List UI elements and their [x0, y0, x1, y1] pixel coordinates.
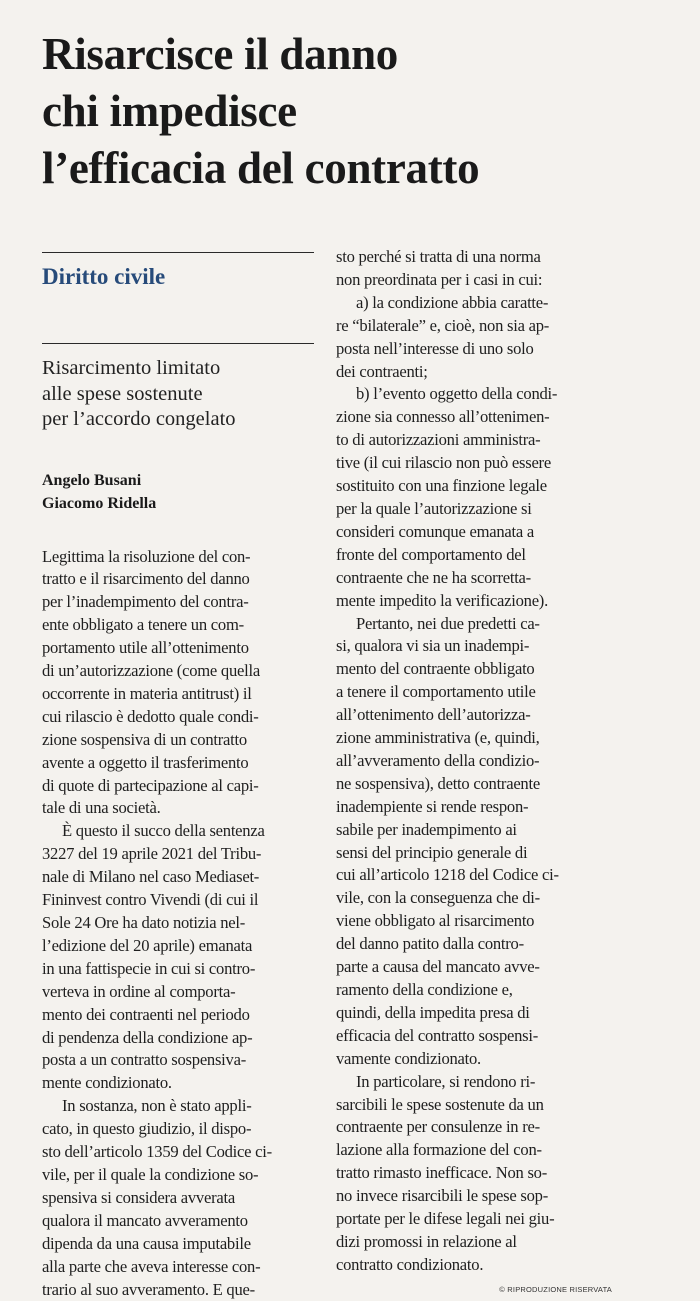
text-line: parte a causa del mancato avve-	[336, 956, 612, 979]
section-divider-bottom	[42, 343, 314, 344]
text-line: contratto condizionato.	[336, 1254, 612, 1277]
text-line: Pertanto, nei due predetti ca-	[336, 613, 612, 636]
text-line: In sostanza, non è stato appli-	[42, 1095, 314, 1118]
text-line: dizi promossi in relazione al	[336, 1231, 612, 1254]
subtitle	[42, 356, 314, 433]
text-line: posta a un contratto sospensiva-	[42, 1049, 314, 1072]
text-line: mente condizionato.	[42, 1072, 314, 1095]
text-line: consideri comunque emanata a	[336, 521, 612, 544]
text-line: no invece risarcibili le spese sop-	[336, 1185, 612, 1208]
text-line: ramento della condizione e,	[336, 979, 612, 1002]
headline	[42, 26, 682, 197]
text-line: Fininvest contro Vivendi (di cui il	[42, 889, 314, 912]
left-column	[42, 252, 314, 1301]
text-line: a) la condizione abbia caratte-	[336, 292, 612, 315]
article-body-left	[42, 546, 314, 1301]
text-line: non preordinata per i casi in cui:	[336, 269, 612, 292]
text-line: lazione alla formazione del con-	[336, 1139, 612, 1162]
text-line: quindi, della impedita presa di	[336, 1002, 612, 1025]
author-name: Angelo Busani	[42, 469, 314, 492]
headline-line-2: chi impedisce	[42, 83, 682, 140]
text-line: l’edizione del 20 aprile) emanata	[42, 935, 314, 958]
text-line: qualora il mancato avveramento	[42, 1210, 314, 1233]
text-line: sensi del principio generale di	[336, 842, 612, 865]
section-label: Diritto civile	[42, 263, 314, 291]
text-line: mento dei contraenti nel periodo	[42, 1004, 314, 1027]
text-line: portate per le difese legali nei giu-	[336, 1208, 612, 1231]
text-line: sostituito con una finzione legale	[336, 475, 612, 498]
text-line: all’ottenimento dell’autorizza-	[336, 704, 612, 727]
text-line: in una fattispecie in cui si contro-	[42, 958, 314, 981]
text-line: efficacia del contratto sospensi-	[336, 1025, 612, 1048]
text-line: posta nell’interesse di uno solo	[336, 338, 612, 361]
text-line: verteva in ordine al comporta-	[42, 981, 314, 1004]
text-line: vile, con la conseguenza che di-	[336, 887, 612, 910]
text-line: trario al suo avveramento. E que-	[42, 1279, 314, 1301]
text-line: to di autorizzazioni amministra-	[336, 429, 612, 452]
text-line: per la quale l’autorizzazione si	[336, 498, 612, 521]
text-line: sarcibili le spese sostenute da un	[336, 1094, 612, 1117]
text-line: spensiva si considera avverata	[42, 1187, 314, 1210]
text-line: portamento utile all’ottenimento	[42, 637, 314, 660]
text-line: re “bilaterale” e, cioè, non sia ap-	[336, 315, 612, 338]
text-line: mento del contraente obbligato	[336, 658, 612, 681]
text-line: nale di Milano nel caso Mediaset-	[42, 866, 314, 889]
text-line: zione sospensiva di un contratto	[42, 729, 314, 752]
subtitle-line-2: alle spese sostenute	[42, 382, 314, 408]
text-line: cato, in questo giudizio, il dispo-	[42, 1118, 314, 1141]
text-line: Sole 24 Ore ha dato notizia nel-	[42, 912, 314, 935]
text-line: viene obbligato al risarcimento	[336, 910, 612, 933]
text-line: mente impedito la verificazione).	[336, 590, 612, 613]
text-line: avente a oggetto il trasferimento	[42, 752, 314, 775]
text-line: dei contraenti;	[336, 361, 612, 384]
text-line: sto perché si tratta di una norma	[336, 246, 612, 269]
text-line: È questo il succo della sentenza	[42, 820, 314, 843]
text-line: zione sia connesso all’ottenimen-	[336, 406, 612, 429]
text-line: b) l’evento oggetto della condi-	[336, 383, 612, 406]
text-line: fronte del comportamento del	[336, 544, 612, 567]
text-line: Legittima la risoluzione del con-	[42, 546, 314, 569]
byline	[42, 469, 314, 515]
text-line: a tenere il comportamento utile	[336, 681, 612, 704]
article-body-right	[336, 246, 612, 1277]
text-line: sabile per inadempimento ai	[336, 819, 612, 842]
text-line: del danno patito dalla contro-	[336, 933, 612, 956]
text-line: di pendenza della condizione ap-	[42, 1027, 314, 1050]
text-line: per l’inadempimento del contra-	[42, 591, 314, 614]
right-column	[336, 246, 612, 1294]
text-line: 3227 del 19 aprile 2021 del Tribu-	[42, 843, 314, 866]
text-line: tratto e il risarcimento del danno	[42, 568, 314, 591]
text-line: dipenda da una causa imputabile	[42, 1233, 314, 1256]
text-line: di quote di partecipazione al capi-	[42, 775, 314, 798]
headline-line-3: l’efficacia del contratto	[42, 140, 682, 197]
text-line: si, qualora vi sia un inadempi-	[336, 635, 612, 658]
text-line: tive (il cui rilascio non può essere	[336, 452, 612, 475]
text-line: tratto rimasto inefficace. Non so-	[336, 1162, 612, 1185]
subtitle-line-3: per l’accordo congelato	[42, 407, 314, 433]
text-line: occorrente in materia antitrust) il	[42, 683, 314, 706]
section-divider-top	[42, 252, 314, 253]
text-line: all’avveramento della condizio-	[336, 750, 612, 773]
author-name: Giacomo Ridella	[42, 492, 314, 515]
copyright-notice: © RIPRODUZIONE RISERVATA	[336, 1285, 612, 1294]
text-line: cui rilascio è dedotto quale condi-	[42, 706, 314, 729]
text-line: tale di una società.	[42, 797, 314, 820]
text-line: ente obbligato a tenere un com-	[42, 614, 314, 637]
text-line: In particolare, si rendono ri-	[336, 1071, 612, 1094]
text-line: di un’autorizzazione (come quella	[42, 660, 314, 683]
text-line: alla parte che aveva interesse con-	[42, 1256, 314, 1279]
text-line: vamente condizionato.	[336, 1048, 612, 1071]
headline-line-1: Risarcisce il danno	[42, 26, 682, 83]
text-line: zione amministrativa (e, quindi,	[336, 727, 612, 750]
text-line: contraente che ne ha scorretta-	[336, 567, 612, 590]
text-line: contraente per consulenze in re-	[336, 1116, 612, 1139]
text-line: vile, per il quale la condizione so-	[42, 1164, 314, 1187]
text-line: inadempiente si rende respon-	[336, 796, 612, 819]
subtitle-line-1: Risarcimento limitato	[42, 356, 314, 382]
text-line: ne sospensiva), detto contraente	[336, 773, 612, 796]
text-line: sto dell’articolo 1359 del Codice ci-	[42, 1141, 314, 1164]
text-line: cui all’articolo 1218 del Codice ci-	[336, 864, 612, 887]
